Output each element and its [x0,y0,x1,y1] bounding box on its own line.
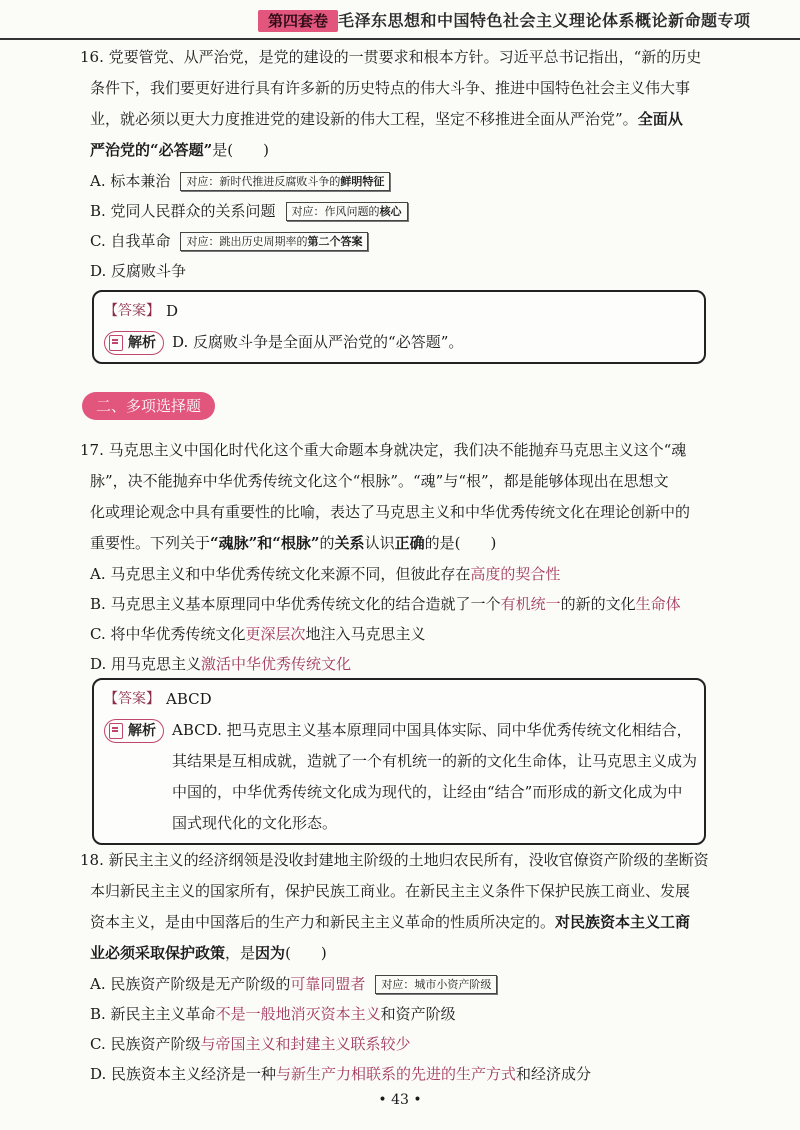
document-icon [109,723,123,739]
q16-line4: 严治党的“必答题”是( ) [90,141,269,159]
q18-line3: 资本主义，是由中国落后的生产力和新民主主义革命的性质所决定的。对民族资本主义工商 [90,913,691,931]
answer-value: ABCD [166,690,212,708]
q17-line4: 重要性。下列关于“魂脉”和“根脉”的关系认识正确的是( ) [90,534,497,552]
q17-line3: 化或理论观念中具有重要性的比喻，表达了马克思主义和中华优秀传统文化在理论创新中的 [90,503,691,521]
q16-option-c[interactable]: C. 自我革命 对应：跳出历史周期率的第二个答案 [90,226,716,256]
q17-line2: 脉”，决不能抛弃中华优秀传统文化这个“根脉”。“魂”与“根”，都是能够体现出在思想文 [90,472,669,490]
answer-box-16 [92,290,706,364]
answer-box-17 [92,678,706,845]
note-box: 对应：新时代推进反腐败斗争的鲜明特征 [180,172,390,191]
q16-option-a[interactable]: A. 标本兼治 对应：新时代推进反腐败斗争的鲜明特征 [90,166,716,196]
page-header [0,8,800,38]
q16-option-b[interactable]: B. 党同人民群众的关系问题 对应：作风问题的核心 [90,196,716,226]
analysis-badge: 解析 [104,331,164,355]
q17-line1: 17. 马克思主义中国化时代化这个重大命题本身就决定，我们决不能抛弃马克思主义这个“魂 [80,441,687,459]
q18-option-a[interactable]: A. 民族资产阶级是无产阶级的 可靠同盟者 对应：城市小资产阶级 [90,969,716,999]
document-icon [109,335,123,351]
note-box: 对应：城市小资产阶级 [375,975,497,994]
note-box: 对应：作风问题的核心 [286,202,408,221]
q17-option-a[interactable]: A. 马克思主义和中华优秀传统文化来源不同，但彼此存在 高度的契合性 [90,565,561,583]
question-17 [80,435,716,679]
q16-option-d[interactable]: D. 反腐败斗争 [90,262,187,280]
question-16 [80,42,716,286]
header-title: 毛泽东思想和中国特色社会主义理论体系概论新命题专项 [338,11,751,30]
header-rule [0,38,800,40]
volume-tag: 第四套卷 [258,10,338,32]
answer-row: 【答案】 ABCD [94,684,704,715]
analysis-row [94,327,704,358]
question-18 [80,845,716,1089]
q18-option-d[interactable]: D. 民族资本主义经济是一种 与新生产力相联系的先进的生产方式 和经济成分 [90,1065,592,1083]
q18-line2: 本归新民主主义的国家所有，保护民族工商业。在新民主主义条件下保护民族工商业、发展 [90,882,691,900]
q17-option-d[interactable]: D. 用马克思主义 激活中华优秀传统文化 [90,655,352,673]
q16-line1: 16. 党要管党、从严治党，是党的建设的一贯要求和根本方针。习近平总书记指出，“新的历史 [80,48,702,66]
analysis-badge: 解析 [104,719,164,743]
q18-option-c[interactable]: C. 民族资产阶级 与帝国主义和封建主义联系较少 [90,1035,411,1053]
q18-option-b[interactable]: B. 新民主主义革命 不是一般地消灭资本主义 和资产阶级 [90,1005,456,1023]
q18-line4: 业必须采取保护政策，是因为( ) [90,944,327,962]
q17-option-c[interactable]: C. 将中华优秀传统文化 更深层次 地注入马克思主义 [90,625,426,643]
q17-option-b[interactable]: B. 马克思主义基本原理同中华优秀传统文化的结合造就了一个 有机统一 的新的文化 生命体 [90,595,681,613]
answer-value: D [166,302,179,320]
answer-row: 【答案】 D [94,296,704,327]
note-box: 对应：跳出历史周期率的第二个答案 [180,232,368,251]
q16-line3: 业，就必须以更大力度推进党的建设新的伟大工程，坚定不移推进全面从严治党”。全面从 [90,110,683,128]
q18-line1: 18. 新民主主义的经济纲领是没收封建地主阶级的土地归农民所有，没收官僚资产阶级的垄断资 [80,851,709,869]
q16-line2: 条件下，我们要更好进行具有许多新的历史特点的伟大斗争、推进中国特色社会主义伟大事 [90,79,691,97]
section-heading: 二、多项选择题 [82,392,215,420]
analysis-text: ABCD. 把马克思主义基本原理同中国具体实际、同中华优秀传统文化相结合， 其结果是互相成就，造就了一个有机统一的新的文化生命体，让马克思主义成为 中国的，中华优秀传统文化成为现代的，让经由“结合”而形成的新文化成为中 国式现代化的文化形态。 [172,721,698,832]
analysis-text: D. 反腐败斗争是全面从严治党的“必答题”。 [172,333,464,351]
analysis-row [94,715,704,839]
page-number: • 43 • [378,1092,422,1108]
